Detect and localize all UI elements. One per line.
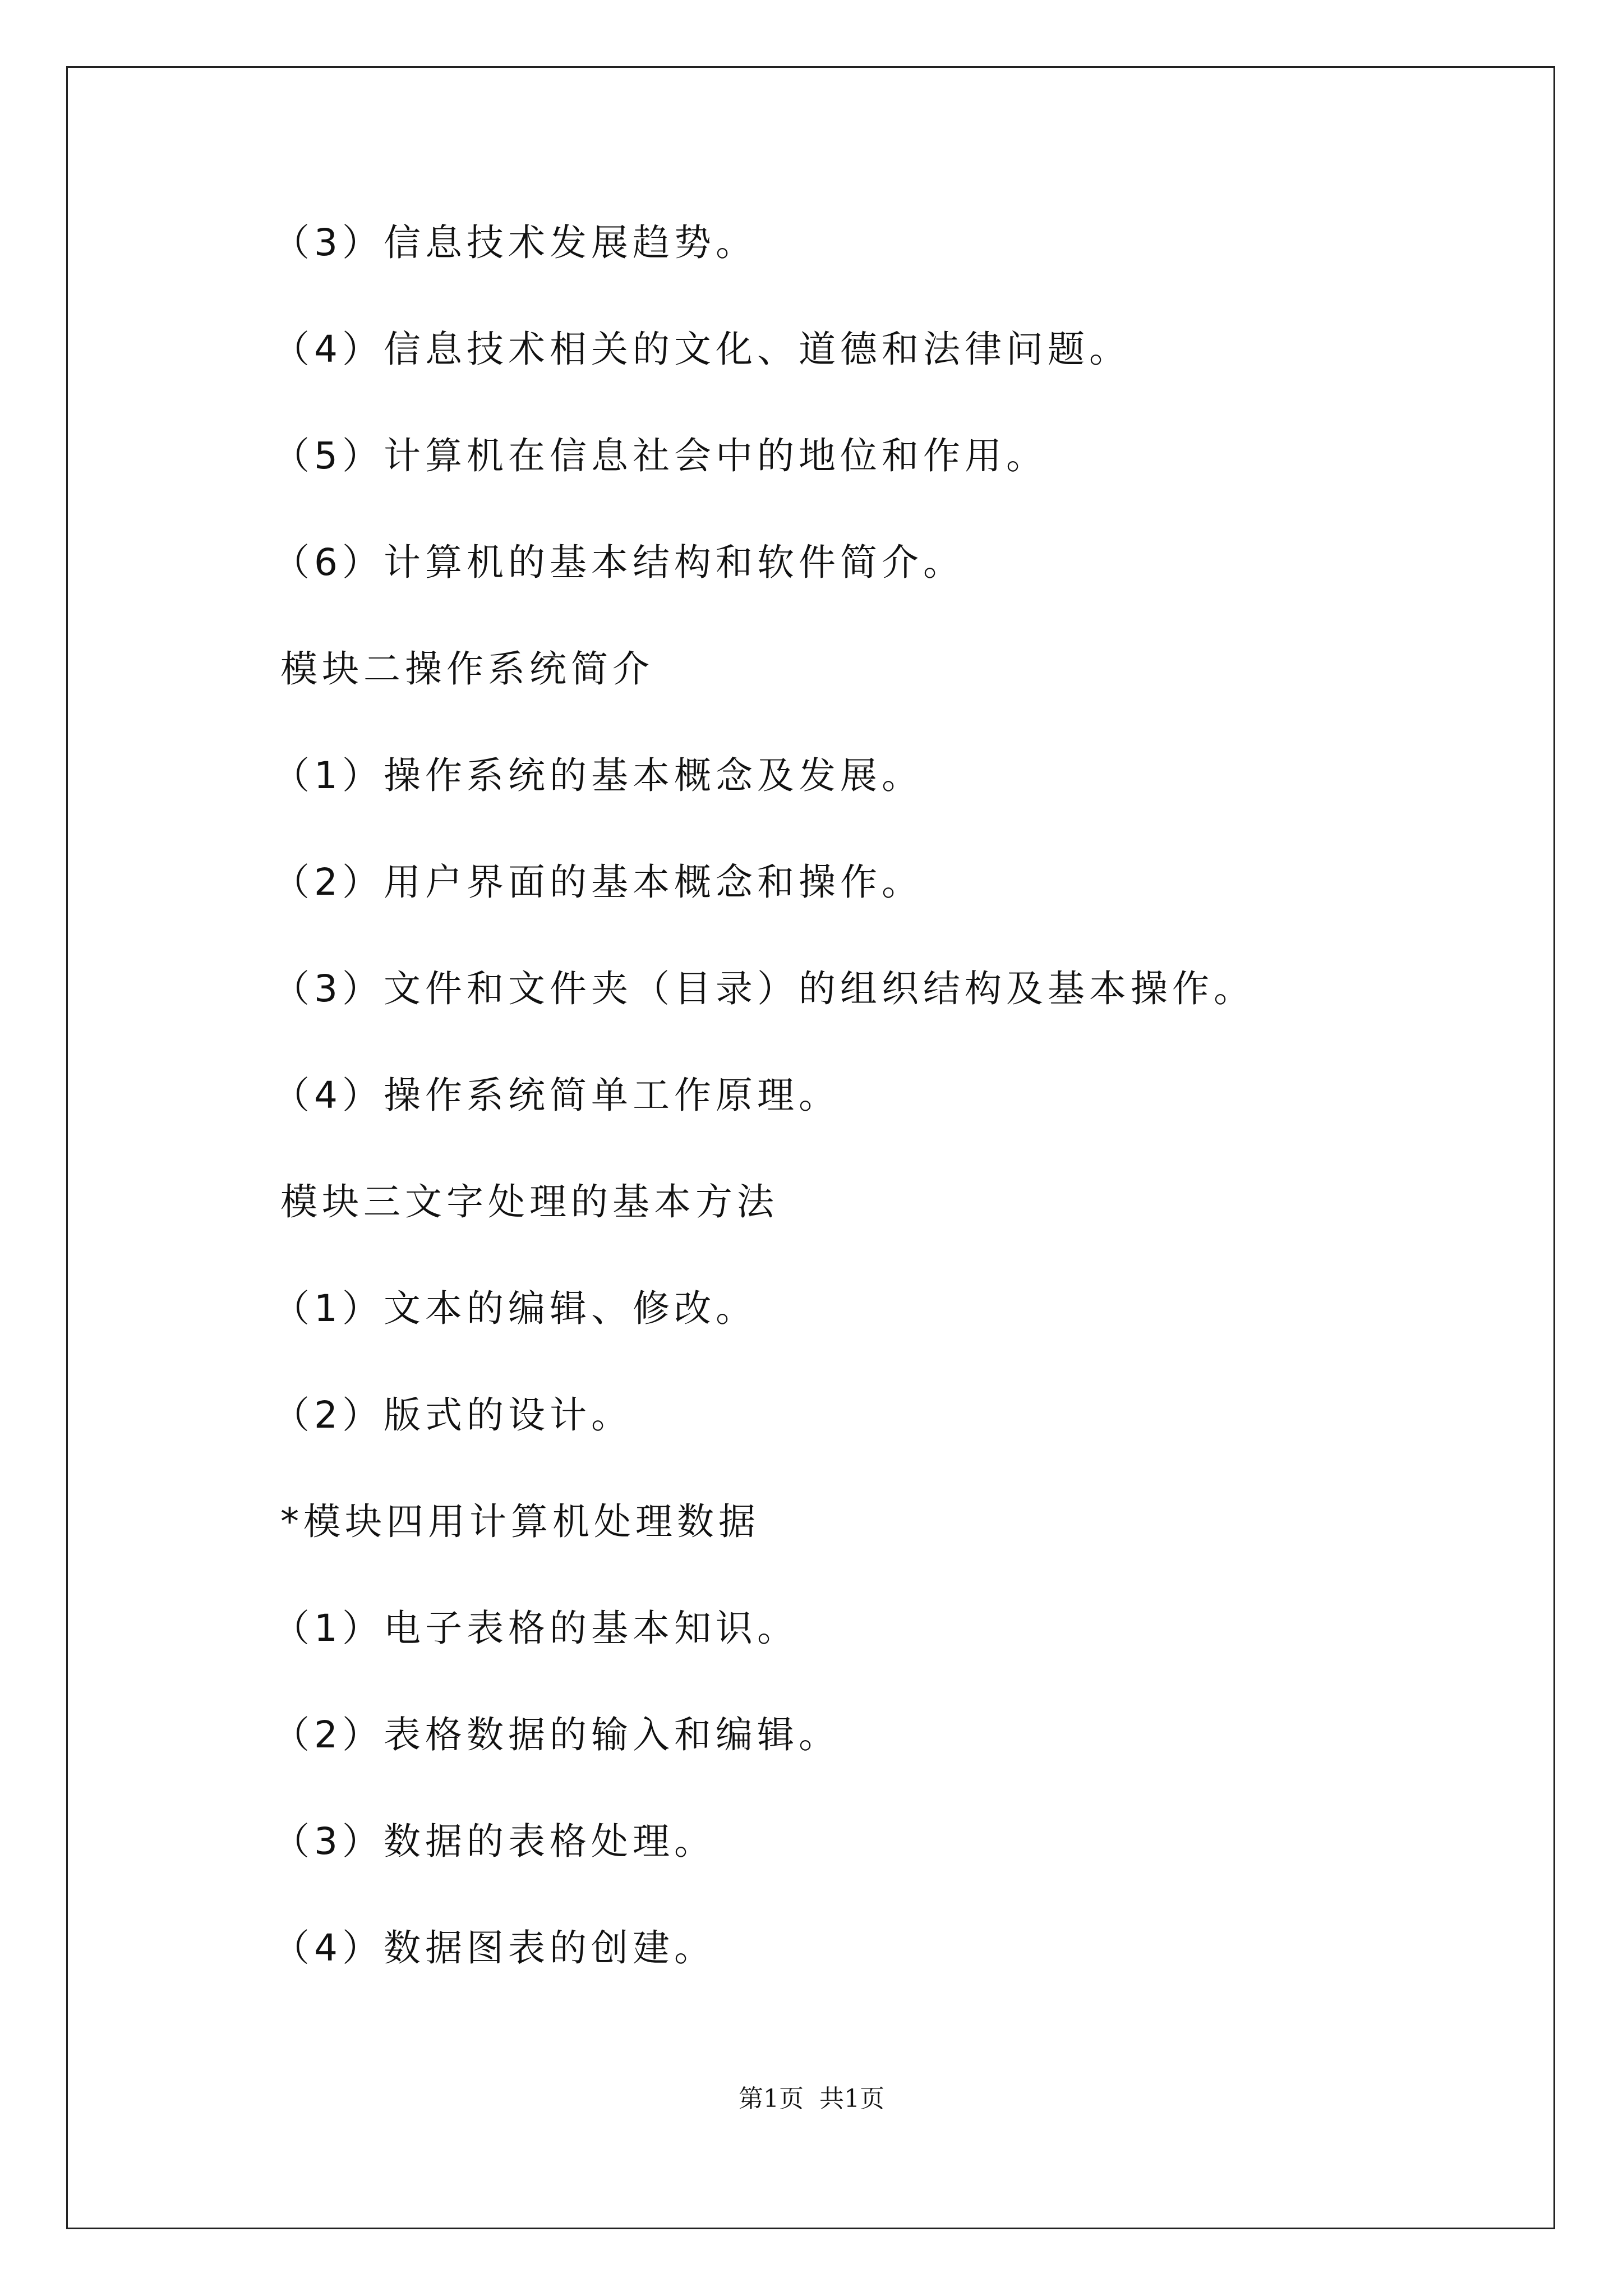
list-item: （6）计算机的基本结构和软件简介。 [273,541,965,584]
section-heading: *模块四用计算机处理数据 [280,1500,760,1543]
page-number-total: 共1页 [819,2085,884,2113]
list-item: （3）文件和文件夹（目录）的组织结构及基本操作。 [273,967,1255,1010]
list-item: （1）操作系统的基本概念及发展。 [273,754,923,797]
page-footer [0,2085,1623,2113]
list-item: （2）版式的设计。 [273,1393,633,1437]
section-heading: 模块三文字处理的基本方法 [280,1180,778,1223]
list-item: （4）信息技术相关的文化、道德和法律问题。 [273,328,1131,371]
list-item: （1）电子表格的基本知识。 [273,1607,799,1650]
list-item: （4）数据图表的创建。 [273,1926,716,1970]
section-heading: 模块二操作系统简介 [280,647,654,691]
list-item: （2）表格数据的输入和编辑。 [273,1713,840,1756]
page-number-current: 第1页 [739,2085,804,2113]
list-item: （2）用户界面的基本概念和操作。 [273,861,923,904]
list-item: （4）操作系统简单工作原理。 [273,1074,840,1117]
list-item: （3）信息技术发展趋势。 [273,221,757,264]
document-body [273,221,1486,2036]
list-item: （1）文本的编辑、修改。 [273,1287,757,1330]
list-item: （5）计算机在信息社会中的地位和作用。 [273,434,1048,477]
list-item: （3）数据的表格处理。 [273,1820,716,1863]
